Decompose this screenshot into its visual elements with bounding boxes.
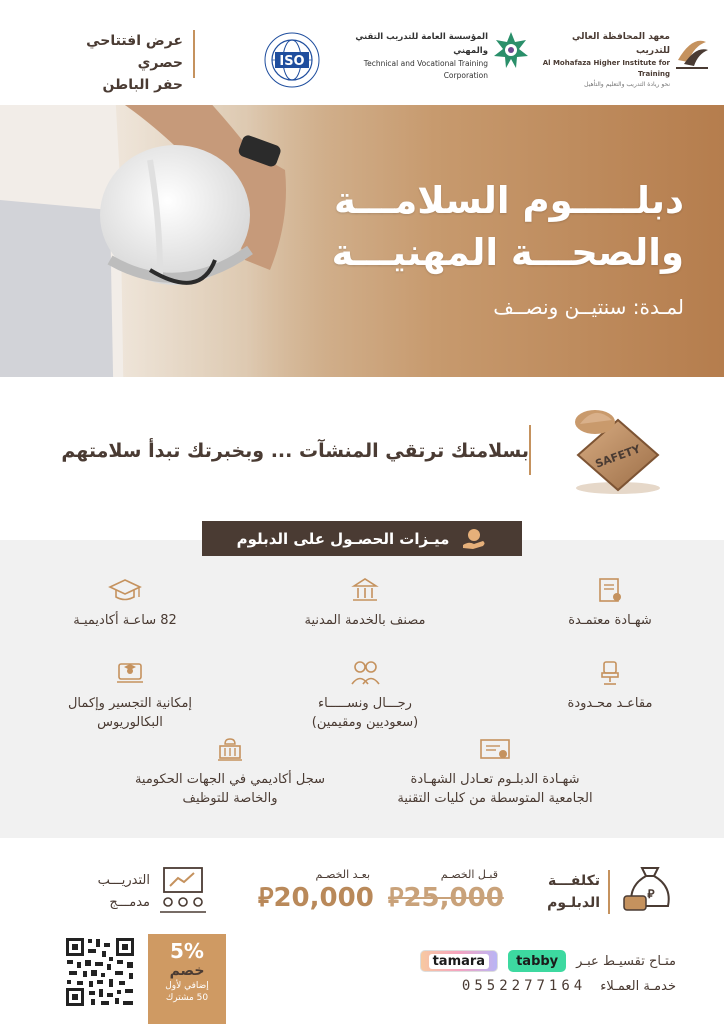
cost-label bbox=[510, 870, 610, 914]
feature-men-women-sub: (سعوديين ومقيمين) bbox=[311, 715, 419, 730]
installment-row bbox=[420, 950, 676, 972]
institute-emblem-icon bbox=[674, 32, 710, 72]
discount-percent: 5% bbox=[170, 939, 204, 963]
institution-icon bbox=[215, 736, 245, 764]
discount-word: خصم bbox=[169, 963, 205, 979]
feature-certified-label: شهـادة معتمـدة bbox=[568, 613, 652, 628]
feature-academic-hours bbox=[50, 575, 200, 630]
feature-men-women bbox=[270, 658, 460, 732]
institute-name-ar: معهد المحافظة العالي للتدريب bbox=[572, 32, 670, 56]
features-title-banner bbox=[202, 521, 522, 556]
qr-code[interactable] bbox=[63, 935, 137, 1009]
customer-service-row bbox=[462, 978, 676, 994]
discount-note-line2: 50 مشترك bbox=[165, 993, 209, 1003]
institute-logo bbox=[540, 30, 710, 88]
safety-sign-text: SAFETY bbox=[593, 442, 643, 471]
tabby-badge[interactable]: tabby bbox=[508, 950, 566, 972]
tvtc-star-icon bbox=[492, 30, 530, 76]
early-bird-discount bbox=[148, 934, 226, 1024]
price-after-value bbox=[258, 881, 374, 914]
certificate-icon bbox=[595, 575, 625, 605]
promo-box bbox=[40, 30, 195, 93]
discount-note-line1: إضافي لأول bbox=[165, 981, 209, 991]
price-before-amount: 25,000 bbox=[403, 883, 504, 913]
feature-limited-seats bbox=[535, 658, 685, 713]
slogan-divider bbox=[529, 425, 531, 475]
diploma-duration: لمـدة: سنتيــن ونصــف bbox=[493, 295, 684, 319]
institute-name-en: Al Mohafaza Higher Institute for Training bbox=[542, 59, 670, 78]
training-mode-line2: مدمـــج bbox=[109, 895, 150, 910]
feature-academic-record bbox=[110, 736, 350, 808]
tvtc-logo bbox=[330, 30, 530, 82]
institute-tagline: نحو ريادة التدريب والتعليم والتأهيل bbox=[584, 81, 670, 88]
price-after-caption: بعـد الخصـم bbox=[315, 868, 370, 881]
customer-service-phone[interactable]: 0552277164 bbox=[461, 978, 587, 994]
tamara-badge[interactable] bbox=[420, 950, 499, 972]
promo-line2: حفر الباطن bbox=[102, 77, 183, 93]
diploma-title bbox=[284, 175, 684, 279]
coins-hand-icon bbox=[461, 527, 487, 551]
blended-training-icon bbox=[158, 864, 208, 916]
worker-hardhat-photo bbox=[0, 105, 330, 377]
feature-men-women-label: رجـــال ونســـــاء bbox=[318, 696, 412, 711]
price-before-caption: قبـل الخصـم bbox=[440, 868, 498, 881]
customer-service-label: خدمـة العمـلاء bbox=[600, 978, 676, 994]
feature-limited-seats-label: مقاعـد محـدودة bbox=[567, 696, 653, 711]
cost-label-line2: الدبلـوم bbox=[547, 895, 600, 911]
tvtc-name-en: Technical and Vocational Training Corporation bbox=[363, 59, 488, 80]
iso-text: ISO bbox=[279, 54, 305, 69]
diploma-title-line1: دبلـــــوم السلامـــة bbox=[333, 179, 684, 222]
hero-banner bbox=[0, 105, 724, 377]
feature-civil-service bbox=[280, 575, 450, 630]
promo-line1: عرض افتتاحي حصري bbox=[86, 33, 183, 71]
diploma-title-line2: والصحـــة المهنيـــة bbox=[331, 231, 684, 274]
feature-bridging-sub: البكالوريوس bbox=[97, 715, 163, 730]
cost-label-line1: تكلفـــة bbox=[547, 873, 600, 889]
people-icon bbox=[348, 658, 382, 688]
feature-academic-record-sub: والخاصة للتوظيف bbox=[182, 791, 278, 806]
feature-equivalence-sub: الجامعية المتوسطة من كليات التقنية bbox=[397, 791, 593, 806]
money-bag-symbol: ⃁ bbox=[647, 887, 655, 901]
feature-academic-record-label: سجل أكاديمي في الجهات الحكومية bbox=[134, 772, 326, 787]
iso-globe-icon bbox=[262, 30, 322, 90]
feature-equivalence-label: شهـادة الدبلـوم تعـادل الشهـادة bbox=[410, 772, 580, 787]
iso-logo bbox=[262, 30, 322, 90]
tamara-badge-label: tamara bbox=[429, 954, 490, 969]
feature-equivalence bbox=[375, 736, 615, 808]
training-mode bbox=[60, 870, 150, 914]
tvtc-name-ar: المؤسسة العامة للتدريب التقني والمهني bbox=[355, 32, 488, 56]
feature-certified bbox=[535, 575, 685, 630]
graduation-cap-icon bbox=[108, 575, 142, 605]
slogan-text: بسلامتك ترتقي المنشآت ... وبخبرتك تبدأ سلامتهم bbox=[61, 440, 529, 462]
price-after-amount: 20,000 bbox=[273, 883, 374, 913]
feature-bridging bbox=[45, 658, 215, 732]
price-after-discount bbox=[258, 868, 374, 914]
features-title: ميـزات الحصـول على الدبلوم bbox=[236, 529, 450, 548]
diploma-icon bbox=[478, 736, 512, 764]
price-before-value bbox=[388, 881, 504, 914]
currency-symbol: ⃁ bbox=[388, 883, 404, 913]
money-bag-icon bbox=[620, 862, 680, 917]
training-mode-line1: التدريـــب bbox=[97, 873, 150, 888]
currency-symbol: ⃁ bbox=[258, 883, 274, 913]
feature-bridging-label: إمكانية التجسير وإكمال bbox=[67, 696, 193, 711]
price-before-discount bbox=[388, 868, 504, 914]
feature-academic-hours-label: 82 ساعـة أكاديميـة bbox=[73, 613, 177, 628]
header bbox=[0, 0, 724, 105]
graduate-laptop-icon bbox=[115, 658, 145, 688]
safety-sign-icon bbox=[560, 400, 670, 500]
installment-label: متـاح تقسيـط عبـر bbox=[576, 953, 676, 969]
chair-icon bbox=[595, 658, 625, 688]
government-building-icon bbox=[350, 575, 380, 605]
feature-civil-service-label: مصنف بالخدمة المدنية bbox=[304, 613, 426, 628]
